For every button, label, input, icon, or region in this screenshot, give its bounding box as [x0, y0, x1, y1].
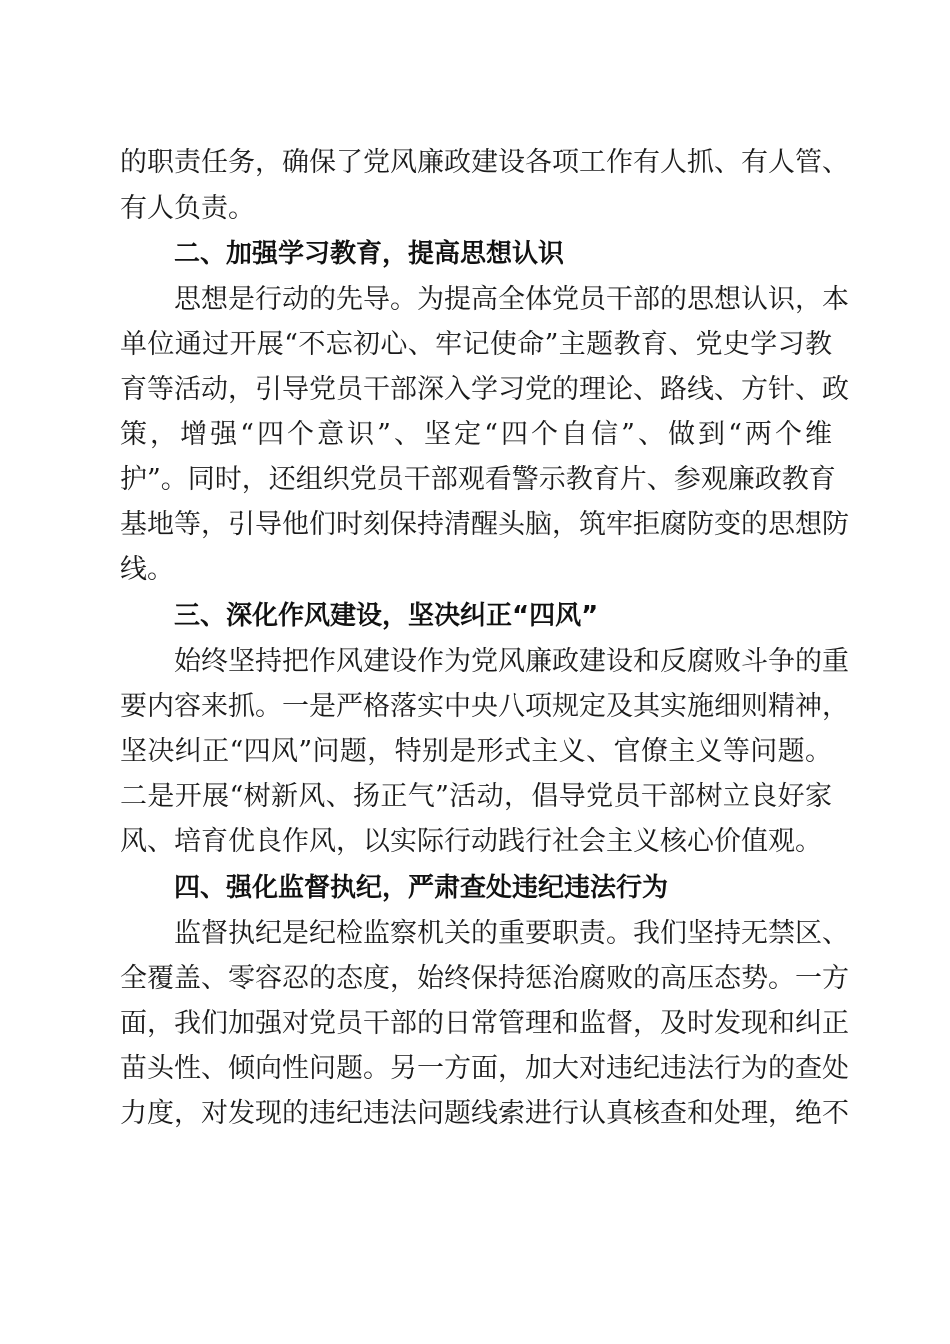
body-text-line: 要内容来抓。一是严格落实中央八项规定及其实施细则精神， [120, 691, 849, 722]
section-heading-3: 三、深化作风建设，坚决纠正“四风” [174, 601, 599, 631]
body-text-line: 线。 [120, 554, 174, 585]
body-text-line: 二是开展“树新风、扬正气”活动，倡导党员干部树立良好家 [120, 781, 832, 812]
body-text-line: 单位通过开展“不忘初心、牢记使命”主题教育、党史学习教 [120, 329, 832, 360]
body-text-line: 力度，对发现的违纪违法问题线索进行认真核查和处理，绝不 [120, 1098, 849, 1129]
body-text-line: 的职责任务，确保了党风廉政建设各项工作有人抓、有人管、 [120, 147, 849, 178]
body-text-line: 全覆盖、零容忍的态度，始终保持惩治腐败的高压态势。一方 [120, 963, 849, 994]
section-heading-4: 四、强化监督执纪，严肃查处违纪违法行为 [174, 873, 669, 903]
body-text-line: 始终坚持把作风建设作为党风廉政建设和反腐败斗争的重 [174, 646, 849, 677]
body-text-line: 苗头性、倾向性问题。另一方面，加大对违纪违法行为的查处 [120, 1053, 849, 1084]
body-text-line: 育等活动，引导党员干部深入学习党的理论、路线、方针、政 [120, 374, 849, 405]
body-text-line: 监督执纪是纪检监察机关的重要职责。我们坚持无禁区、 [174, 918, 849, 949]
body-text-line: 有人负责。 [120, 193, 255, 224]
body-text-line: 基地等，引导他们时刻保持清醒头脑，筑牢拒腐防变的思想防 [120, 509, 849, 540]
body-text-line: 面，我们加强对党员干部的日常管理和监督，及时发现和纠正 [120, 1008, 849, 1039]
body-text-line: 思想是行动的先导。为提高全体党员干部的思想认识，本 [174, 284, 849, 315]
body-text-line: 风、培育优良作风，以实际行动践行社会主义核心价值观。 [120, 826, 822, 857]
body-text-line: 护”。同时，还组织党员干部观看警示教育片、参观廉政教育 [120, 464, 836, 495]
section-heading-2: 二、加强学习教育，提高思想认识 [174, 239, 565, 269]
body-text-line: 坚决纠正“四风”问题，特别是形式主义、官僚主义等问题。 [120, 736, 832, 767]
body-text-line: 策，增强“四个意识”、坚定“四个自信”、做到“两个维 [120, 419, 832, 450]
